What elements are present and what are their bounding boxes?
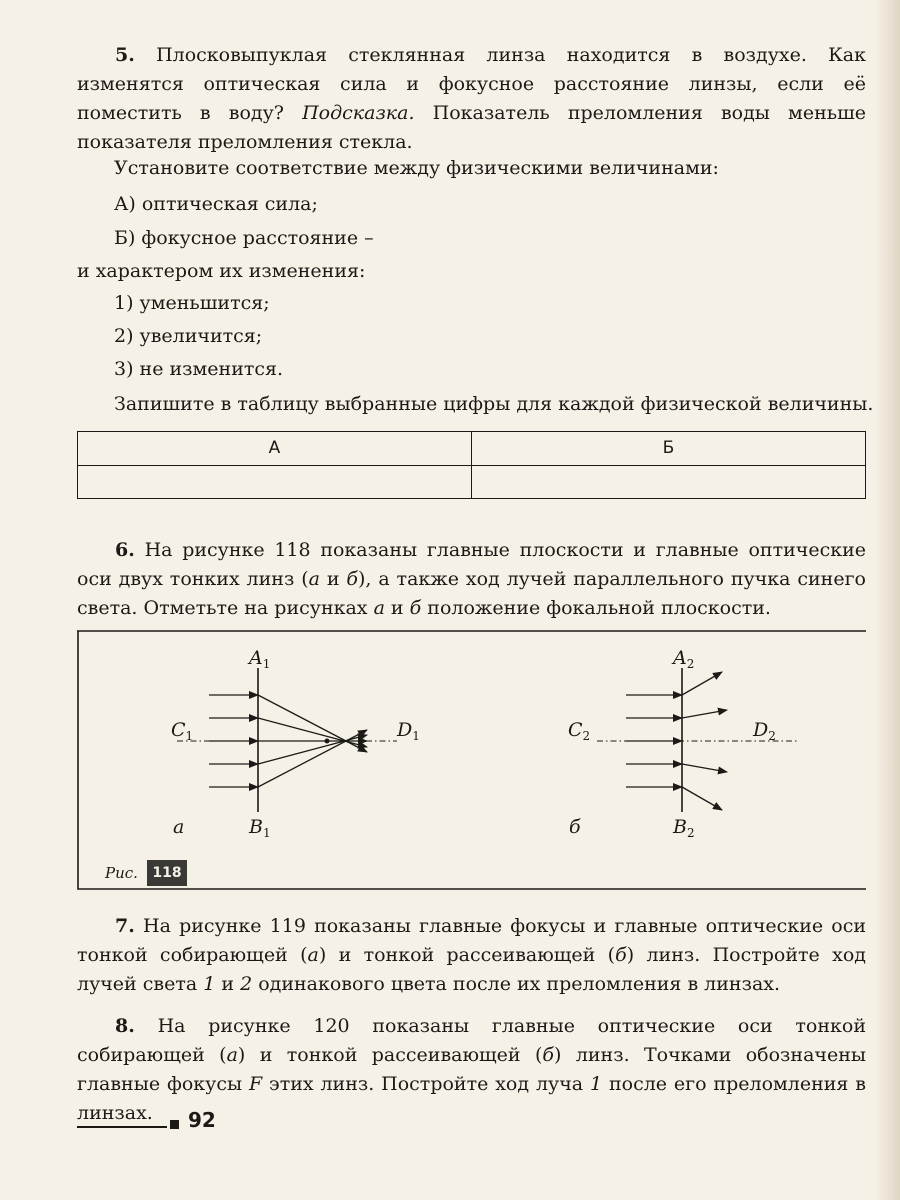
answer-cell-a[interactable] — [78, 465, 472, 499]
figure-number-badge: 118 — [147, 860, 187, 886]
quantity-b: Б) фокусное расстояние – — [114, 227, 374, 249]
changes-intro: и характером их изменения: — [77, 260, 366, 282]
task-5-instruction: Установите соответствие между физическими величинами: — [114, 157, 719, 179]
answer-header-b: Б — [472, 432, 866, 466]
lens-a-refracted-ray — [258, 695, 367, 752]
task-7-text-1: На рисунке 119 показаны главные фокусы и главные оптические оси тонкой собирающей ( — [77, 915, 866, 966]
answer-table-header-row — [78, 432, 866, 466]
task-6-label-a: а — [308, 568, 320, 590]
lens-a-refracted-ray — [258, 730, 367, 787]
label-C1: $C_1$ — [171, 719, 194, 743]
task-8-label-b: б — [542, 1044, 555, 1066]
task-7-label-b: б — [615, 944, 627, 966]
task-8-text-4: этих линз. Постройте ход луча — [262, 1073, 590, 1095]
label-B2: $B_2$ — [673, 816, 695, 840]
figure-118 — [77, 630, 866, 890]
page-edge-shadow — [874, 0, 900, 1200]
label-B1: $B_1$ — [249, 816, 271, 840]
figure-caption: Рис. — [105, 864, 138, 882]
task-8-text-3: ) линз. Точками обозначены главные фокусы — [77, 1044, 866, 1095]
label-A2: $A_2$ — [673, 647, 695, 671]
change-option-1: 1) уменьшится; — [114, 292, 270, 314]
answer-table — [77, 431, 866, 499]
footer-rule — [77, 1126, 167, 1128]
lens-a-focus-point — [325, 739, 330, 744]
task-8-number: 8. — [115, 1015, 135, 1037]
change-option-2: 2) увеличится; — [114, 325, 263, 347]
lens-a-refracted-ray — [258, 735, 367, 764]
task-6-number: 6. — [115, 539, 135, 561]
page-number: 92 — [188, 1108, 216, 1132]
task-6-text-3: положение фокальной плоскости. — [421, 597, 771, 619]
answer-table-input-row — [78, 465, 866, 499]
task-5-record-instruction: Запишите в таблицу выбранные цифры для каждой физической величины. — [114, 393, 874, 415]
label-A1: $A_1$ — [249, 647, 271, 671]
task-8-text-1: На рисунке 120 показаны главные оптические оси тонкой собирающей ( — [77, 1015, 866, 1066]
figure-frame — [77, 631, 866, 889]
panel-a-lens — [177, 668, 397, 812]
task-8-focus-F: F — [248, 1073, 263, 1095]
task-7-ray-1: 1 — [203, 973, 216, 995]
lens-b-refracted-ray — [682, 672, 722, 695]
task-6-and: и — [319, 568, 347, 590]
task-5-hint-text: Показатель преломления воды меньше показателя преломления стекла. — [77, 102, 866, 153]
task-7-text-4: одинакового цвета после их преломления в линзах. — [252, 973, 781, 995]
task-6-text-1: На рисунке 118 показаны главные плоскости и главные оптические оси двух тонких линз ( — [77, 539, 866, 590]
change-option-3: 3) не изменится. — [114, 358, 284, 380]
task-5-number: 5. — [115, 44, 135, 66]
task-6-and2: и — [384, 597, 410, 619]
task-7-ray-2: 2 — [240, 973, 253, 995]
task-7-statement — [77, 912, 866, 999]
task-6-text-2: ), а также ход лучей параллельного пучка синего света. Отметьте на рисунках — [77, 568, 866, 619]
label-D1: $D_1$ — [397, 719, 420, 743]
task-5-hint-label: Подсказка. — [302, 102, 415, 124]
label-D2: $D_2$ — [753, 719, 776, 743]
task-6-label-a2: а — [373, 597, 385, 619]
footer-square — [170, 1120, 179, 1129]
task-6-label-b: б — [346, 568, 358, 590]
task-5-statement — [77, 41, 866, 157]
task-8-text-2: ) и тонкой рассеивающей ( — [237, 1044, 543, 1066]
task-7-label-a: а — [307, 944, 319, 966]
lens-b-refracted-ray — [682, 787, 722, 810]
panel-b-label: б — [569, 816, 581, 838]
panel-a-label: а — [173, 816, 185, 838]
task-7-and: и — [215, 973, 241, 995]
lens-a-refracted-ray — [258, 718, 367, 747]
answer-cell-b[interactable] — [472, 465, 866, 499]
task-5-text: Плосковыпуклая стеклянная линза находится в воздухе. Как изменятся оптическая сила и фокусное расстояние линзы, если её поместить в воду? — [77, 44, 866, 124]
task-6-statement — [77, 536, 866, 623]
task-6-label-b2: б — [409, 597, 422, 619]
quantity-a: А) оптическая сила; — [114, 193, 318, 215]
lens-b-refracted-ray — [682, 764, 727, 772]
lens-b-refracted-ray — [682, 710, 727, 718]
task-8-text-5: после его преломления в линзах. — [77, 1073, 866, 1124]
label-C2: $C_2$ — [568, 719, 591, 743]
task-7-text-2: ) и тонкой рассеивающей ( — [318, 944, 616, 966]
task-8-label-a: а — [226, 1044, 238, 1066]
task-7-text-3: ) линз. Постройте ход лучей света — [77, 944, 866, 995]
task-7-number: 7. — [115, 915, 135, 937]
task-8-ray-1: 1 — [589, 1073, 603, 1095]
answer-header-a: А — [78, 432, 472, 466]
